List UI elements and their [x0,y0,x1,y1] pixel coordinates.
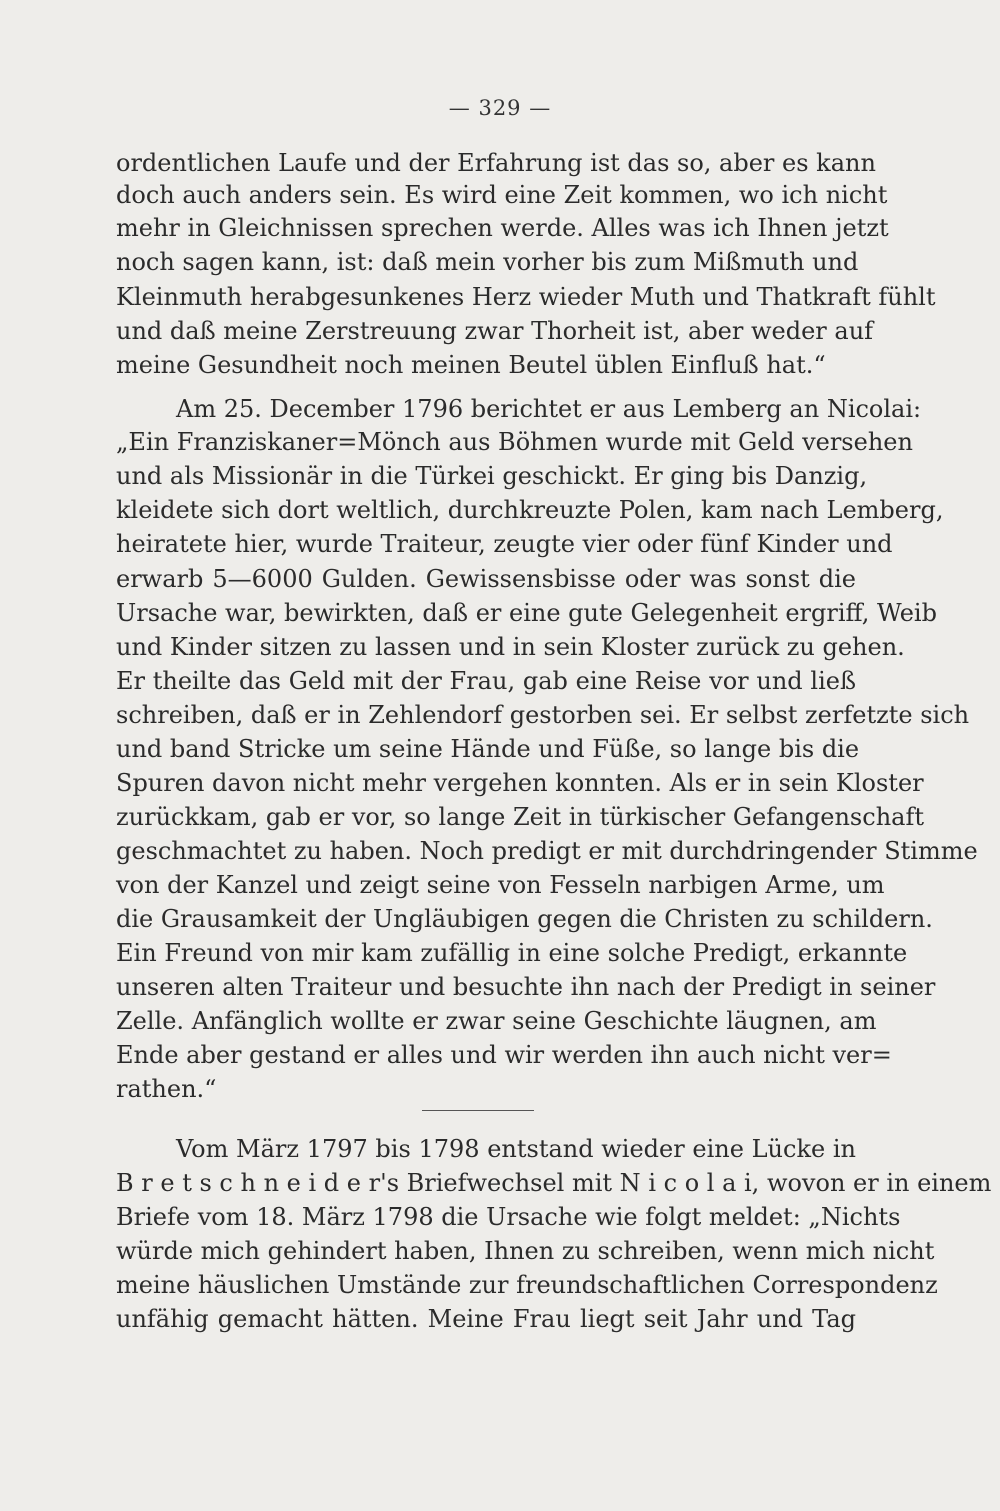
text-line: Zelle. Anfänglich wollte er zwar seine Geschichte läugnen, am [116,1007,877,1035]
text-line: Er theilte das Geld mit der Frau, gab eine Reise vor und ließ [116,667,856,695]
text-line: kleidete sich dort weltlich, durchkreuzte Polen, kam nach Lemberg, [116,496,944,524]
text-line: erwarb 5—6000 Gulden. Gewissensbisse oder was sonst die [116,565,856,593]
text-line: „Ein Franziskaner=Mönch aus Böhmen wurde mit Geld versehen [116,428,913,456]
text-line: schreiben, daß er in Zehlendorf gestorben sei. Er selbst zerfetzte sich [116,701,970,729]
text-line: würde mich gehindert haben, Ihnen zu schreiben, wenn mich nicht [116,1237,935,1265]
text-line: unfähig gemacht hätten. Meine Frau liegt seit Jahr und Tag [116,1305,856,1333]
text-line: heiratete hier, wurde Traiteur, zeugte vier oder fünf Kinder und [116,530,893,558]
text-line: doch auch anders sein. Es wird eine Zeit kommen, wo ich nicht [116,181,888,209]
text-line: Vom März 1797 bis 1798 entstand wieder eine Lücke in [176,1135,856,1163]
text-line: Ursache war, bewirkten, daß er eine gute Gelegenheit ergriff, Weib [116,599,937,627]
text-line: und als Missionär in die Türkei geschickt. Er ging bis Danzig, [116,462,868,490]
text-line: von der Kanzel und zeigt seine von Fesseln narbigen Arme, um [116,871,885,899]
section-divider [422,1110,534,1111]
text-line: Am 25. December 1796 berichtet er aus Lemberg an Nicolai: [176,395,922,423]
text-line: Kleinmuth herabgesunkenes Herz wieder Muth und Thatkraft fühlt [116,283,936,311]
text-line: Ende aber gestand er alles und wir werden ihn auch nicht ver= [116,1041,892,1069]
text-line: Spuren davon nicht mehr vergehen konnten. Als er in sein Kloster [116,769,924,797]
text-line: und Kinder sitzen zu lassen und in sein Kloster zurück zu gehen. [116,633,905,661]
text-line: unseren alten Traiteur und besuchte ihn nach der Predigt in seiner [116,973,936,1001]
text-line: noch sagen kann, ist: daß mein vorher bis zum Mißmuth und [116,248,859,276]
text-line: Briefe vom 18. März 1798 die Ursache wie folgt meldet: „Nichts [116,1203,901,1231]
text-line: meine Gesundheit noch meinen Beutel üblen Einfluß hat.“ [116,351,826,379]
text-line: zurückkam, gab er vor, so lange Zeit in türkischer Gefangenschaft [116,803,924,831]
text-line: mehr in Gleichnissen sprechen werde. Alles was ich Ihnen jetzt [116,214,889,242]
text-line: die Grausamkeit der Ungläubigen gegen die Christen zu schildern. [116,905,933,933]
text-line: und band Stricke um seine Hände und Füße, so lange bis die [116,735,860,763]
page-number: — 329 — [448,96,552,120]
text-line: und daß meine Zerstreuung zwar Thorheit ist, aber weder auf [116,317,874,345]
text-line: rathen.“ [116,1075,217,1103]
text-line: geschmachtet zu haben. Noch predigt er mit durchdringender Stimme [116,837,978,865]
text-line: meine häuslichen Umstände zur freundschaftlichen Correspondenz [116,1271,938,1299]
text-line: ordentlichen Laufe und der Erfahrung ist das so, aber es kann [116,149,876,177]
text-line: Ein Freund von mir kam zufällig in eine solche Predigt, erkannte [116,939,908,967]
text-line: B r e t s c h n e i d e r's Briefwechsel mit N i c o l a i, wovon er in einem [116,1169,992,1197]
